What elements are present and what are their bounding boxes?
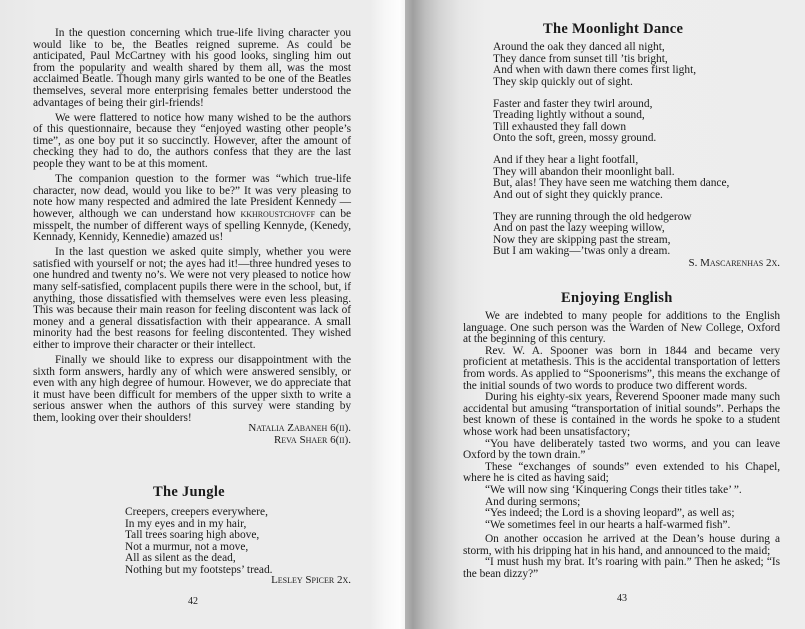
poem-line: Treading lightly without a sound, xyxy=(493,109,645,121)
poem-line: Creepers, creepers everywhere, xyxy=(125,506,268,518)
poem-author xyxy=(475,258,780,270)
page-number: 43 xyxy=(617,593,627,604)
poem-title: The Moonlight Dance xyxy=(543,21,684,37)
poem-line: They dance from sunset till ’tis bright, xyxy=(493,52,668,65)
paragraph: In the last question we asked quite simply, whether you were satisfied with yourself or not; the ayes had it!—three hundred yeses to one hundred and twenty no’s. We were not very pleased to notice how many self-satisfied, complacent pupils there were in the school, but, if anything, those dissatisfied with themselves were even less pleasing. This was because their main reason for feeling discontent was lack of money and a general dissatisfaction with their appearance. A small minority had the best reasons for feeling discontented. They wished either to improve their character or their intellect. xyxy=(33,246,351,351)
poem-line: And on past the lazy weeping willow, xyxy=(493,222,665,234)
paragraph: We are indebted to many people for additions to the English language. One such person was the Warden of New College, Oxford at the beginning of this century. xyxy=(463,310,780,346)
article-signatures xyxy=(33,423,351,446)
right-page xyxy=(405,0,805,629)
quote: “I must hush my brat. It’s roaring with pain.” Then he asked; “Is the bean dizzy?” xyxy=(463,556,780,581)
author-signature: S. Mascarenhas 2x. xyxy=(688,257,780,269)
author-signature: Lesley Spicer 2x. xyxy=(271,574,351,586)
poem-line: They are running through the old hedgerow xyxy=(493,210,692,223)
poem-line: And out of sight they quickly prance. xyxy=(493,188,663,201)
quote: “We sometimes feel in our hearts a half-warmed fish”. xyxy=(485,518,731,531)
paragraph-companion-question xyxy=(33,174,351,244)
poem-lines xyxy=(493,42,729,258)
paragraph: We were flattered to notice how many wished to be the authors of this questionnaire, because they “enjoyed wasting other people’s time”, as one boy put it so succinctly. However, after the amount of checking they had to do, the authors confess that they are the last people they want to be at this moment. xyxy=(33,111,351,171)
poem-line: Till exhausted they fall down xyxy=(493,120,627,133)
poem-line: In my eyes and in my hair, xyxy=(125,517,247,530)
paragraph: Finally we should like to express our disappointment with the sixth form answers, hardly any of which were answered sensibly, or even with any high degree of humour. However, we do appreciate that it must have been difficult for members of the upper sixth to write a serious answer when the authors of this survey were standing by them, looking over their shoulders! xyxy=(33,354,351,424)
survey-article-text xyxy=(33,28,351,428)
poem-line: Tall trees soaring high above, xyxy=(125,529,260,541)
poem-line: And when with dawn there comes first light, xyxy=(493,64,697,76)
poem-line: But, alas! They have seen me watching them dance, xyxy=(493,177,730,189)
poem-title: The Jungle xyxy=(153,484,225,500)
poem-stanza xyxy=(493,212,729,258)
poem-line: And if they hear a light footfall, xyxy=(493,154,639,166)
paragraph: On another occasion he arrived at the Dean’s house during a storm, with his dripping hat in his hand, and announced to the maid; xyxy=(463,533,780,557)
paragraph: In the question concerning which true-life living character you would like to be, the Beatles reigned supreme. As could be anticipated, Paul McCartney with his good looks, singling him out from the popularity and wealth shared by them all, was the most acclaimed Beatle. Though many girls wanted to be one of the Beatles themselves, several more enterprising females better understood the advantages of being their girl-friends! xyxy=(33,27,351,109)
poem-line: Faster and faster they twirl around, xyxy=(493,97,653,110)
misspelled-name: kkhroustchovff xyxy=(240,207,315,220)
poem-stanza xyxy=(493,155,729,201)
poem-line: Around the oak they danced all night, xyxy=(493,41,665,53)
poem-line: Onto the soft, green, mossy ground. xyxy=(493,132,657,144)
poem-author xyxy=(33,575,351,587)
page-number: 42 xyxy=(188,596,198,607)
paragraph: During his eighty-six years, Reverend Spooner made many such accidental but amusing “transportation of initial sounds”. Perhaps the best known of these is contained in the words he spoke to a student whose work had been unsatisfactory; xyxy=(463,391,780,438)
poem-line: Nothing but my footsteps’ tread. xyxy=(125,563,273,576)
poem-stanza xyxy=(493,42,729,88)
article-title: Enjoying English xyxy=(561,290,673,306)
poem-stanza xyxy=(493,99,729,145)
poem-line: Now they are skipping past the stream, xyxy=(493,233,671,246)
author-signature: Reva Shaer 6(ii). xyxy=(273,433,351,446)
author-signature: Natalia Zabaneh 6(ii). xyxy=(248,422,351,434)
poem-line: All as silent as the dead, xyxy=(125,552,236,564)
paragraph: These “exchanges of sounds” even extended to his Chapel, where he is cited as having said; xyxy=(463,460,780,485)
text: The companion question to the former was “which true-life character, now dead, would you like to be?” It was very pleasing to note how many respected and admired the late President Kennedy —however, although we can understand how xyxy=(33,173,351,220)
poem-line: They will abandon their moonlight ball. xyxy=(493,165,675,178)
poem-lines xyxy=(125,507,273,576)
quote: “We will now sing ‘Kinquering Congs their titles take’ ”. xyxy=(485,483,742,496)
quote: “You have deliberately tasted two worms, and you can leave Oxford by the town drain.” xyxy=(463,437,780,462)
poem-line: They skip quickly out of sight. xyxy=(493,75,633,88)
poem-line: But I am waking—’twas only a dream. xyxy=(493,245,671,257)
poem-line: Not a murmur, not a move, xyxy=(125,540,249,553)
quote: “Yes indeed; the Lord is a shoving leopard”, as well as; xyxy=(485,507,735,520)
paragraph: And during sermons; xyxy=(485,495,581,508)
spoonerism-article-text xyxy=(463,311,780,581)
text: can be misspelt, the number of different ways of spelling Kennyde, (Kenedy, Kennady, Kennidy, Kennedie) amazed us! xyxy=(33,207,351,244)
paragraph: Rev. W. A. Spooner was born in 1844 and became very proficient at metathesis. This is the accidental transportation of letters from words. As applied to “Spoonerisms”, this means the exchange of the initial sounds of two words to produce two different words. xyxy=(463,344,780,392)
